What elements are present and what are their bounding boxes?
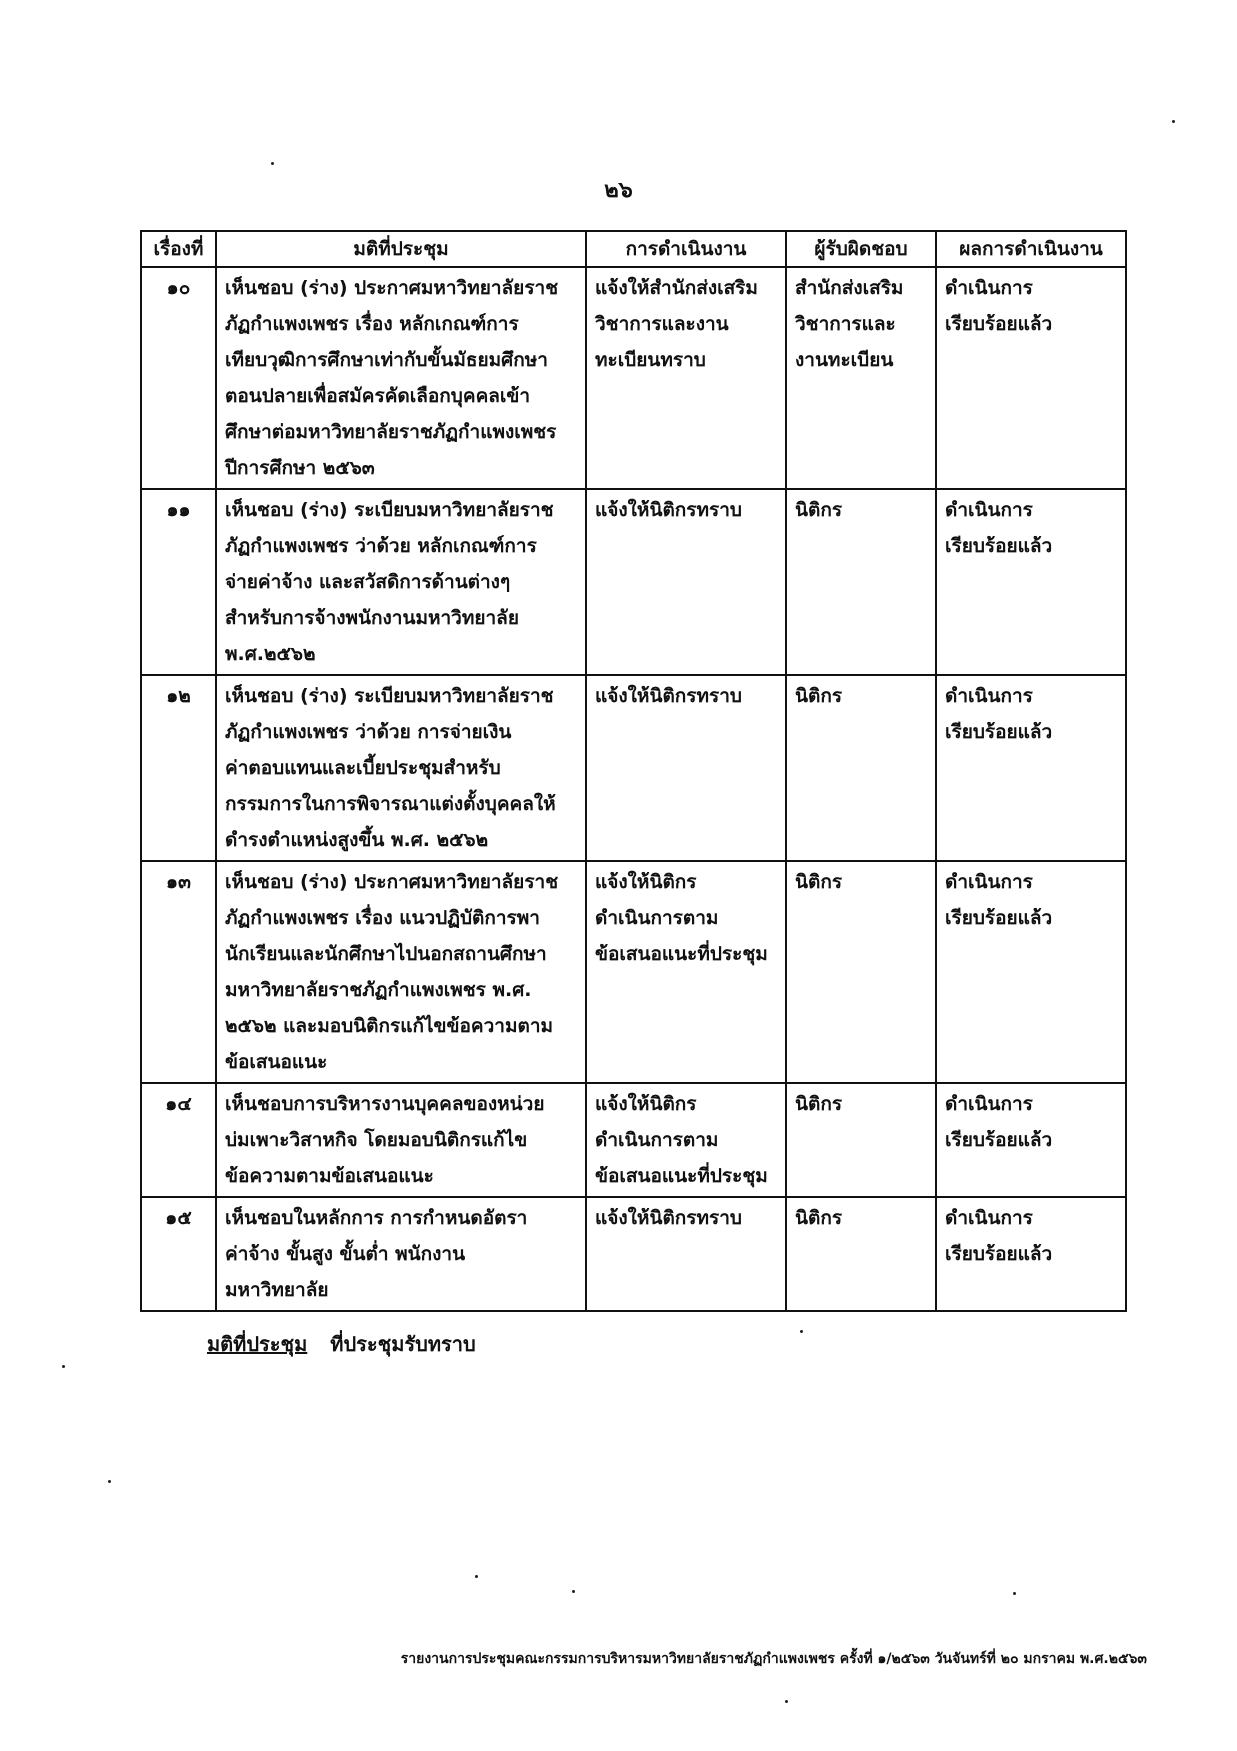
row-number: ๑๕ bbox=[141, 1197, 216, 1311]
row-result: ดำเนินการ เรียบร้อยแล้ว bbox=[936, 267, 1126, 489]
row-resolution: เห็นชอบ (ร่าง) ระเบียบมหาวิทยาลัยราช ภัฏกำแพงเพชร ว่าด้วย การจ่ายเงิน ค่าตอบแทนและเบี้ยประชุมสำหรับ กรรมการในการพิจารณาแต่งตั้งบุคคลให้ ดำรงตำแหน่งสูงขึ้น พ.ศ. ๒๕๖๒ bbox=[216, 675, 586, 861]
scan-speck bbox=[1013, 1592, 1016, 1595]
row-responsible: นิติกร bbox=[786, 675, 936, 861]
table-row bbox=[141, 861, 1126, 1083]
resolution-text: ที่ประชุมรับทราบ bbox=[330, 1332, 476, 1356]
row-responsible: สำนักส่งเสริม วิชาการและ งานทะเบียน bbox=[786, 267, 936, 489]
row-action: แจ้งให้สำนักส่งเสริม วิชาการและงาน ทะเบียนทราบ bbox=[586, 267, 786, 489]
scan-speck bbox=[572, 1590, 575, 1593]
table-row bbox=[141, 267, 1126, 489]
row-responsible: นิติกร bbox=[786, 1083, 936, 1197]
row-responsible: นิติกร bbox=[786, 861, 936, 1083]
table-header-row bbox=[141, 231, 1126, 267]
row-number: ๑๓ bbox=[141, 861, 216, 1083]
meeting-resolution-note bbox=[207, 1328, 476, 1360]
row-action: แจ้งให้นิติกร ดำเนินการตาม ข้อเสนอแนะที่ประชุม bbox=[586, 1083, 786, 1197]
row-resolution: เห็นชอบ (ร่าง) ประกาศมหาวิทยาลัยราช ภัฏกำแพงเพชร เรื่อง แนวปฏิบัติการพา นักเรียนและนักศึกษาไปนอกสถานศึกษา มหาวิทยาลัยราชภัฏกำแพงเพชร พ.ศ. ๒๕๖๒ และมอบนิติกรแก้ไขข้อความตาม ข้อเสนอแนะ bbox=[216, 861, 586, 1083]
scan-speck bbox=[1172, 120, 1175, 123]
scan-speck bbox=[108, 1480, 111, 1483]
page-footer: รายงานการประชุมคณะกรรมการบริหารมหาวิทยาลัยราชภัฏกำแพงเพชร ครั้งที่ ๑/๒๕๖๓ วันจันทร์ที่ ๒๐ มกราคม พ.ศ.๒๕๖๓ bbox=[400, 1651, 1147, 1667]
row-action: แจ้งให้นิติกรทราบ bbox=[586, 675, 786, 861]
header-action: การดำเนินงาน bbox=[586, 231, 786, 267]
row-result: ดำเนินการ เรียบร้อยแล้ว bbox=[936, 489, 1126, 675]
scan-speck bbox=[271, 162, 274, 165]
scan-speck bbox=[62, 1365, 65, 1368]
scan-speck bbox=[800, 1330, 803, 1333]
row-action: แจ้งให้นิติกรทราบ bbox=[586, 1197, 786, 1311]
row-resolution: เห็นชอบการบริหารงานบุคคลของหน่วย บ่มเพาะวิสาหกิจ โดยมอบนิติกรแก้ไข ข้อความตามข้อเสนอแนะ bbox=[216, 1083, 586, 1197]
resolution-label: มติที่ประชุม bbox=[207, 1332, 308, 1356]
row-result: ดำเนินการ เรียบร้อยแล้ว bbox=[936, 861, 1126, 1083]
scan-speck bbox=[785, 1700, 788, 1703]
row-resolution: เห็นชอบ (ร่าง) ประกาศมหาวิทยาลัยราช ภัฏกำแพงเพชร เรื่อง หลักเกณฑ์การ เทียบวุฒิการศึกษาเท่ากับขั้นมัธยมศึกษา ตอนปลายเพื่อสมัครคัดเลือกบุคคลเข้า ศึกษาต่อมหาวิทยาลัยราชภัฏกำแพงเพชร ปีการศึกษา ๒๕๖๓ bbox=[216, 267, 586, 489]
page-number: ๒๖ bbox=[604, 178, 633, 203]
row-number: ๑๔ bbox=[141, 1083, 216, 1197]
row-number: ๑๒ bbox=[141, 675, 216, 861]
table-row bbox=[141, 1083, 1126, 1197]
header-result: ผลการดำเนินงาน bbox=[936, 231, 1126, 267]
row-result: ดำเนินการ เรียบร้อยแล้ว bbox=[936, 1197, 1126, 1311]
row-action: แจ้งให้นิติกรทราบ bbox=[586, 489, 786, 675]
row-result: ดำเนินการ เรียบร้อยแล้ว bbox=[936, 1083, 1126, 1197]
scan-speck bbox=[475, 1575, 478, 1578]
row-resolution: เห็นชอบ (ร่าง) ระเบียบมหาวิทยาลัยราช ภัฏกำแพงเพชร ว่าด้วย หลักเกณฑ์การ จ่ายค่าจ้าง และสวัสดิการด้านต่างๆ สำหรับการจ้างพนักงานมหาวิทยาลัย พ.ศ.๒๕๖๒ bbox=[216, 489, 586, 675]
row-result: ดำเนินการ เรียบร้อยแล้ว bbox=[936, 675, 1126, 861]
minutes-table bbox=[140, 230, 1127, 1312]
row-number: ๑๑ bbox=[141, 489, 216, 675]
row-number: ๑๐ bbox=[141, 267, 216, 489]
table-row bbox=[141, 1197, 1126, 1311]
row-responsible: นิติกร bbox=[786, 489, 936, 675]
table-row bbox=[141, 489, 1126, 675]
header-resolution: มติที่ประชุม bbox=[216, 231, 586, 267]
header-topic-no: เรื่องที่ bbox=[141, 231, 216, 267]
row-action: แจ้งให้นิติกร ดำเนินการตาม ข้อเสนอแนะที่ประชุม bbox=[586, 861, 786, 1083]
table-row bbox=[141, 675, 1126, 861]
row-responsible: นิติกร bbox=[786, 1197, 936, 1311]
header-responsible: ผู้รับผิดชอบ bbox=[786, 231, 936, 267]
row-resolution: เห็นชอบในหลักการ การกำหนดอัตรา ค่าจ้าง ขั้นสูง ขั้นต่ำ พนักงาน มหาวิทยาลัย bbox=[216, 1197, 586, 1311]
